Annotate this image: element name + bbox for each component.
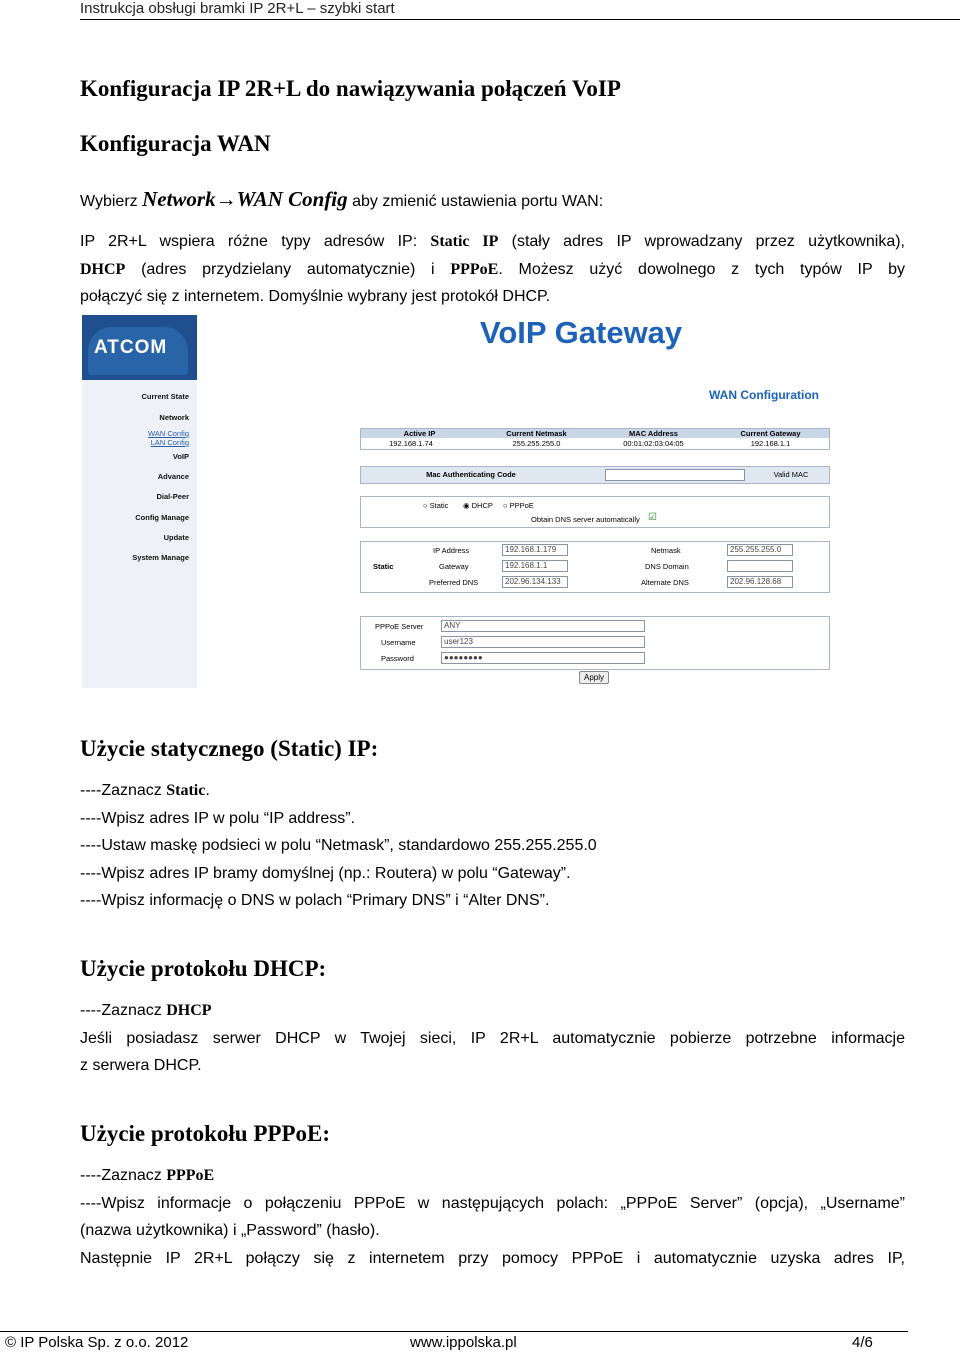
mac-auth-row: Mac Authenticating Code Valid MAC xyxy=(360,466,830,484)
pppoe-steps: ----Zaznacz PPPoE ----Wpisz informacje o połączeniu PPPoE w następujących polach: „PPPoE Server” (opcja), „Username” (nazwa użytkownika) i „Password” (hasło). Następnie IP 2R+L połączy się z internetem przy pomocy PPPoE i automatycznie uzyska adres IP, xyxy=(80,1167,905,1267)
gateway-input[interactable]: 192.168.1.1 xyxy=(502,560,568,572)
radio-pppoe[interactable]: ○ PPPoE xyxy=(503,501,534,510)
section-title-wan: Konfiguracja WAN xyxy=(80,131,271,156)
wan-config-screenshot xyxy=(82,315,842,688)
username-input[interactable]: user123 xyxy=(441,636,645,648)
radio-static[interactable]: ○ Static xyxy=(423,501,449,510)
netmask-input[interactable]: 255.255.255.0 xyxy=(727,544,793,556)
footer-divider xyxy=(0,1331,908,1332)
menu-voip: VoIP xyxy=(172,452,189,461)
status-table: Active IP Current Netmask MAC Address Current Gateway 192.168.1.74 255.255.255.0 00:01:02:03:04:05 192.168.1.1 xyxy=(360,428,830,450)
ip-address-input[interactable]: 192.168.1.179 xyxy=(502,544,568,556)
radio-dhcp[interactable]: ◉ DHCP xyxy=(463,501,493,510)
sidebar-menu xyxy=(82,380,197,688)
menu-advance: Advance xyxy=(157,472,189,481)
header-divider xyxy=(80,19,960,20)
apply-button[interactable]: Apply xyxy=(579,671,609,684)
running-header: Instrukcja obsługi bramki IP 2R+L – szybki start xyxy=(80,0,395,17)
obtain-dns-checkbox[interactable]: ☑ xyxy=(648,512,657,523)
footer-copyright: © IP Polska Sp. z o.o. 2012 xyxy=(5,1334,189,1351)
menu-update: Update xyxy=(163,533,189,542)
preferred-dns-input[interactable]: 202.96.134.133 xyxy=(502,576,568,588)
dns-domain-input[interactable] xyxy=(727,560,793,572)
choose-instruction: Wybierz Network→WAN Config aby zmienić ustawienia portu WAN: xyxy=(80,187,604,211)
page-title: Konfiguracja IP 2R+L do nawiązywania połączeń VoIP xyxy=(80,76,621,101)
dhcp-section-title: Użycie protokołu DHCP: xyxy=(80,956,327,981)
intro-paragraph: IP 2R+L wspiera różne typy adresów IP: Static IP (stały adres IP wprowadzany przez użytkownika), DHCP (adres przydzielany automatycznie) i PPPoE. Możesz użyć dowolnego z tych typów IP by połączyć się z internetem. Domyślnie wybrany jest protokół DHCP. xyxy=(80,233,906,305)
mac-code-input[interactable] xyxy=(605,469,745,481)
footer-website: www.ippolska.pl xyxy=(410,1334,517,1351)
pppoe-server-input[interactable]: ANY xyxy=(441,620,645,632)
gateway-title: VoIP Gateway xyxy=(480,315,683,350)
atcom-logo: ATCOM xyxy=(94,337,168,358)
obtain-dns-label: Obtain DNS server automatically xyxy=(531,515,640,524)
nav-network: Network xyxy=(142,187,216,211)
arrow-icon: → xyxy=(215,187,237,211)
static-section-title: Użycie statycznego (Static) IP: xyxy=(80,736,379,761)
nav-wan-config: WAN Config xyxy=(236,187,348,211)
menu-system-manage: System Manage xyxy=(132,553,189,562)
static-steps: ----Zaznacz Static. ----Wpisz adres IP w polu “IP address”. ----Ustaw maskę podsieci w polu “Netmask”, standardowo 255.255.255.0 ----Wpisz adres IP bramy domyślnej (np.: Routera) w polu “Gateway”. ----Wpisz informację o DNS w polach “Primary DNS” i “Alter DNS”. xyxy=(80,782,597,909)
dhcp-steps: ----Zaznacz DHCP Jeśli posiadasz serwer DHCP w Twojej sieci, IP 2R+L automatycznie pobierze potrzebne informacje z serwera DHCP. xyxy=(80,1002,905,1074)
alternate-dns-input[interactable]: 202.96.128.68 xyxy=(727,576,793,588)
pppoe-settings: PPPoE Server ANY Username user123 Password ●●●●●●●● xyxy=(360,616,830,670)
page-number: 4/6 xyxy=(852,1334,873,1351)
static-settings: Static IP Address 192.168.1.179 Gateway 192.168.1.1 Preferred DNS 202.96.134.133 Netmask 255.255.255.0 DNS Domain Alternate DNS 202.96.128.68 xyxy=(360,541,830,593)
wan-configuration-heading: WAN Configuration xyxy=(709,388,819,402)
mode-selection xyxy=(360,496,830,528)
menu-wan-config: WAN Config xyxy=(148,429,189,438)
password-input[interactable]: ●●●●●●●● xyxy=(441,652,645,664)
menu-config-manage: Config Manage xyxy=(135,513,189,522)
menu-current-state: Current State xyxy=(141,392,189,401)
menu-lan-config: LAN Config xyxy=(150,438,189,447)
menu-network: Network xyxy=(159,413,189,422)
pppoe-section-title: Użycie protokołu PPPoE: xyxy=(80,1121,330,1146)
menu-dial-peer: Dial-Peer xyxy=(156,492,189,501)
